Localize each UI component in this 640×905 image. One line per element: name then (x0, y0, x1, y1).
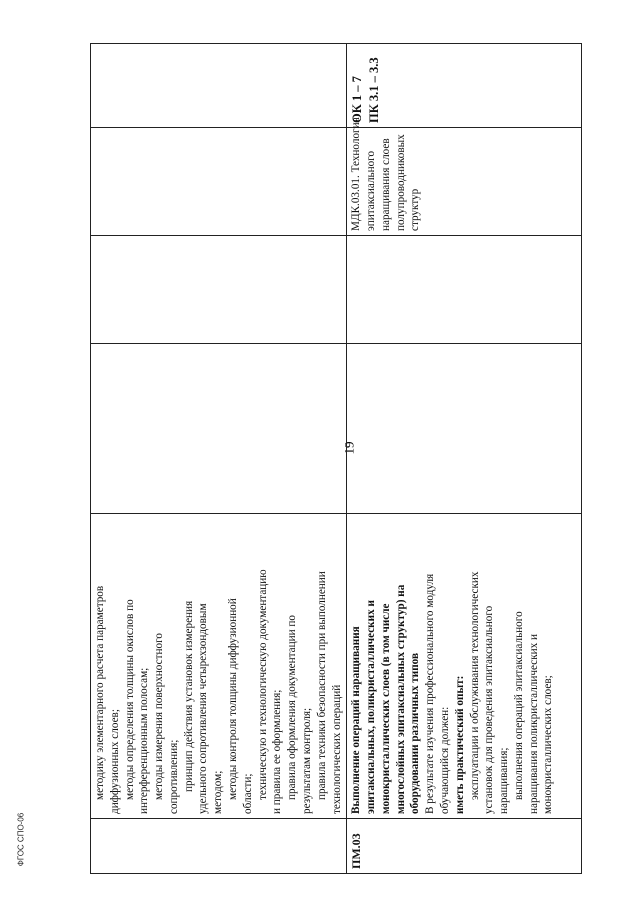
text-line: обучающийся должен: (438, 706, 451, 814)
text-line: методику элементарного расчета параметров (94, 585, 106, 800)
text-line: наращивания; (498, 747, 511, 814)
text-line: интерференционным полосам; (138, 667, 151, 814)
mdk-line: структур (409, 188, 422, 231)
table-row-pm03 (347, 44, 582, 874)
module-title-line: монокристаллических слоев (в том числе (379, 603, 392, 814)
text-line: диффузионных слоев; (108, 709, 121, 814)
mdk-cell (347, 117, 582, 236)
text-line: результатам контроля; (300, 707, 313, 814)
text-line: выполнения операций эпитаксиального (512, 611, 525, 800)
mdk-line: наращивания слоев (379, 138, 392, 231)
requirements-cell (347, 514, 582, 819)
text-line: сопротивления; (167, 739, 180, 814)
curriculum-table (90, 43, 582, 874)
module-title-line: оборудовании различных типов (409, 653, 422, 814)
module-title-line: эпитаксиальных, поликристаллических и (365, 600, 378, 814)
text-line: наращивания поликристаллических и (527, 634, 540, 814)
text-line: эксплуатации и обслуживания технологических (468, 571, 481, 800)
text-line: техническую и технологическую документацию (256, 569, 269, 800)
competency-professional: ПК 3.1 – 3.3 (366, 57, 381, 123)
mdk-cell (91, 128, 347, 236)
text-line: монокристаллических слоев; (542, 675, 555, 814)
module-code: ПМ.03 (349, 833, 364, 869)
text-line: области; (241, 773, 254, 814)
competencies-cell (91, 44, 347, 128)
module-title-line: многослойных эпитаксиальных структур) на (394, 584, 407, 814)
hours-cell (347, 236, 582, 344)
text-line: правила техники безопасности при выполнении (315, 571, 328, 800)
text-line: методом; (212, 770, 225, 814)
text-line: В результате изучения профессионального модуля (424, 573, 437, 814)
mdk-line: МДК.03.01. Технология (350, 117, 363, 231)
text-line: методы измерения поверхностного (153, 633, 166, 800)
hours-cell (91, 344, 347, 514)
text-line: установок для проведения эпитаксиального (483, 605, 496, 814)
text-line: принцип действия установок измерения (182, 600, 195, 792)
requirements-cell (91, 514, 347, 819)
module-code-cell (347, 819, 582, 874)
module-code-cell (91, 819, 347, 874)
competency-general: ОК 1 – 7 (350, 76, 365, 123)
hours-cell (347, 344, 582, 514)
table-row-continuation (91, 44, 347, 874)
experience-label: иметь практический опыт: (453, 675, 466, 814)
text-line: методы контроля толщины диффузионной (227, 598, 240, 800)
mdk-line: полупроводниковых (394, 134, 407, 231)
text-line: методы определения толщины окислов по (123, 599, 136, 800)
hours-cell (91, 236, 347, 344)
module-title-line: Выполнение операций наращивания (350, 626, 363, 814)
mdk-line: эпитаксиального (365, 150, 378, 231)
text-line: технологических операций (330, 684, 343, 814)
footer-code: ФГОС СПО-06 (16, 812, 26, 867)
text-line: правила оформления документации по (286, 615, 299, 800)
text-line: и правила ее оформления; (271, 689, 284, 814)
curriculum-table-sheet (90, 44, 582, 874)
text-line: удельного сопротивления четырехзондовым (197, 603, 210, 814)
competencies-cell (347, 44, 582, 128)
page-number: 19 (341, 441, 357, 455)
